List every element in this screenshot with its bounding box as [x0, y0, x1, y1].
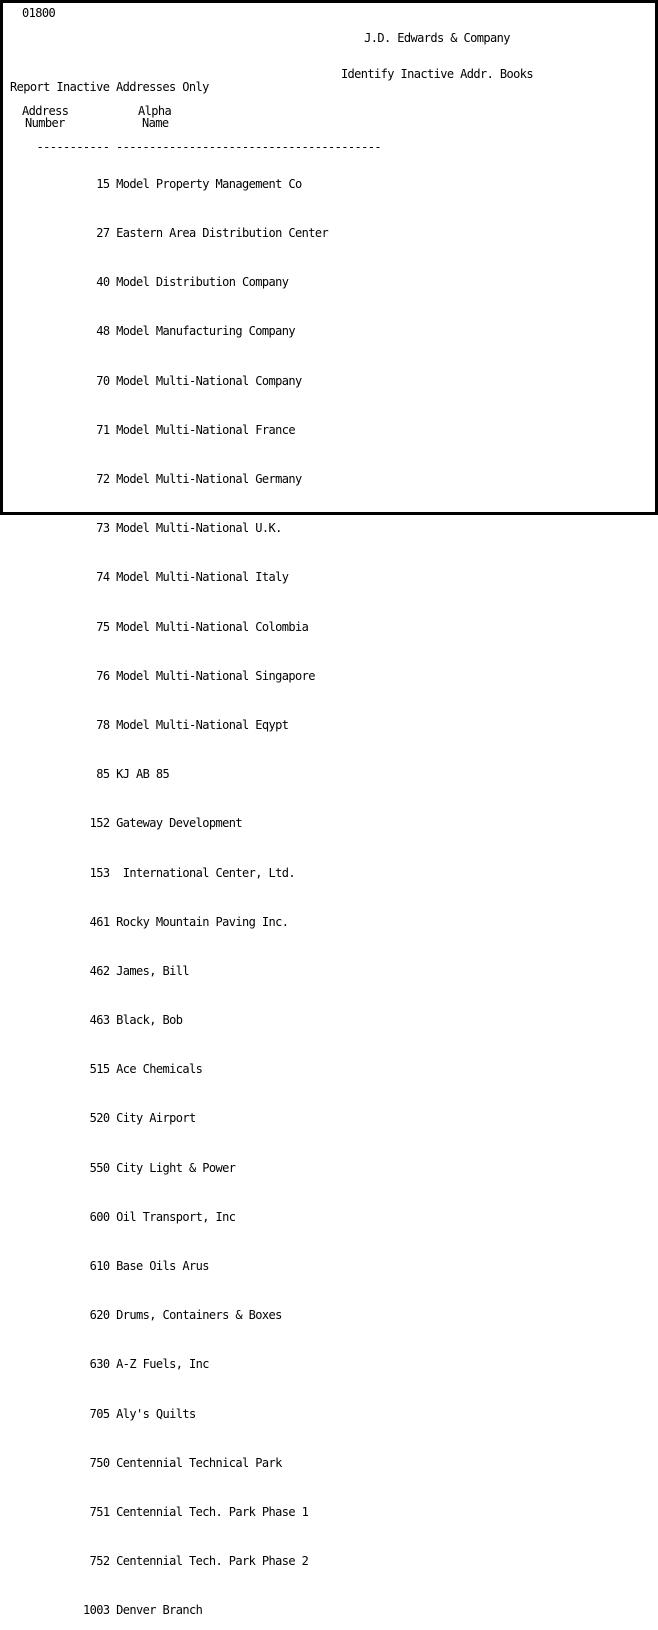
alpha-name: Ace Chemicals	[116, 1062, 203, 1077]
address-number: 71	[96, 422, 110, 437]
address-list	[10, 141, 328, 1617]
address-number: 78	[96, 717, 110, 732]
table-row	[10, 215, 329, 241]
alpha-name: Model Multi-National Colombia	[116, 619, 309, 634]
address-number: 463	[89, 1013, 110, 1028]
table-row	[10, 510, 328, 536]
alpha-name: Eastern Area Distribution Center	[116, 226, 329, 241]
address-number: 75	[96, 619, 110, 634]
alpha-name: A-Z Fuels, Inc	[116, 1357, 209, 1372]
table-row	[10, 313, 328, 339]
table-row	[10, 559, 328, 585]
address-number: 76	[96, 668, 110, 683]
table-row	[10, 1002, 328, 1028]
address-number: 610	[89, 1259, 110, 1274]
report-number: 01800	[22, 6, 56, 20]
address-number: 462	[89, 963, 110, 978]
alpha-name: Black, Bob	[116, 1013, 183, 1028]
address-number: 750	[89, 1455, 110, 1470]
address-number: 85	[96, 767, 110, 782]
alpha-name: Oil Transport, Inc	[116, 1209, 236, 1224]
table-row	[10, 1444, 328, 1470]
alpha-name: Model Multi-National Italy	[116, 570, 289, 585]
address-number: 620	[89, 1308, 110, 1323]
name-column-underline: ----------------------------------------	[115, 140, 381, 155]
alpha-name: Rocky Mountain Paving Inc.	[116, 914, 289, 929]
address-number: 73	[96, 521, 110, 536]
address-number: 72	[96, 472, 110, 487]
alpha-name: Model Manufacturing Company	[116, 324, 295, 339]
alpha-name: Model Multi-National France	[116, 422, 295, 437]
address-number: 515	[89, 1062, 110, 1077]
number-column-underline: -----------	[36, 140, 110, 155]
alpha-name: KJ AB 85	[116, 767, 170, 782]
address-number: 600	[89, 1209, 110, 1224]
table-row	[10, 1051, 328, 1077]
address-number: 40	[96, 275, 110, 290]
alpha-name: James, Bill	[116, 963, 189, 978]
address-number: 705	[89, 1406, 110, 1421]
alpha-name: City Light & Power	[116, 1160, 236, 1175]
table-row	[10, 1346, 328, 1372]
column-header-number: Number	[25, 116, 65, 130]
table-row	[10, 903, 328, 929]
address-number: 520	[89, 1111, 110, 1126]
alpha-name: International Center, Ltd.	[116, 865, 295, 880]
table-row	[10, 854, 328, 880]
address-number: 550	[89, 1160, 110, 1175]
alpha-name: Gateway Development	[116, 816, 242, 831]
table-row	[10, 1248, 328, 1274]
alpha-name: Centennial Tech. Park Phase 1	[116, 1504, 309, 1519]
alpha-name: Centennial Technical Park	[116, 1455, 282, 1470]
alpha-name: City Airport	[116, 1111, 196, 1126]
address-number: 70	[96, 373, 110, 388]
address-number: 152	[89, 816, 110, 831]
table-row	[10, 1100, 328, 1126]
alpha-name: Model Distribution Company	[116, 275, 289, 290]
address-number: 630	[89, 1357, 110, 1372]
address-number: 74	[96, 570, 110, 585]
address-number: 751	[89, 1504, 110, 1519]
table-row	[10, 1543, 328, 1569]
address-number: 48	[96, 324, 110, 339]
address-number: 27	[96, 226, 110, 241]
table-row	[10, 657, 328, 683]
table-row	[10, 707, 328, 732]
table-row	[10, 1149, 328, 1175]
table-row	[10, 1395, 328, 1421]
alpha-name: Base Oils Arus	[116, 1259, 209, 1274]
column-header-name: Name	[142, 116, 169, 130]
report-header	[284, 7, 590, 105]
alpha-name: Model Multi-National U.K.	[116, 521, 282, 536]
alpha-name: Model Property Management Co	[116, 176, 302, 191]
alpha-name: Drums, Containers & Boxes	[116, 1308, 282, 1323]
alpha-name: Model Multi-National Eqypt	[116, 717, 289, 732]
address-number: 153	[89, 865, 110, 880]
address-number: 461	[89, 914, 110, 929]
table-row	[10, 1199, 328, 1224]
table-row	[10, 1297, 328, 1323]
company-name: J.D. Edwards & Company	[364, 30, 510, 45]
alpha-name: Denver Branch	[116, 1603, 203, 1618]
table-row	[10, 264, 328, 290]
column-header-address: Address	[22, 104, 69, 118]
table-row	[10, 953, 328, 978]
table-row	[10, 166, 328, 191]
alpha-name: Model Multi-National Germany	[116, 472, 302, 487]
table-row	[10, 461, 328, 487]
alpha-name: Model Multi-National Company	[116, 373, 302, 388]
filter-label: Report Inactive Addresses Only	[10, 80, 209, 94]
address-number: 15	[96, 176, 110, 191]
table-row	[10, 608, 328, 634]
alpha-name: Aly's Quilts	[116, 1406, 196, 1421]
column-header-alpha: Alpha	[138, 104, 172, 118]
table-row	[10, 1592, 328, 1618]
alpha-name: Model Multi-National Singapore	[116, 668, 315, 683]
report-title: Identify Inactive Addr. Books	[340, 67, 534, 82]
table-row	[10, 362, 328, 388]
table-row	[10, 412, 328, 437]
table-row	[10, 1494, 328, 1519]
table-row	[10, 756, 328, 782]
alpha-name: Centennial Tech. Park Phase 2	[116, 1554, 309, 1569]
table-row	[10, 805, 328, 831]
address-number: 752	[89, 1554, 110, 1569]
address-number: 1003	[83, 1603, 110, 1618]
